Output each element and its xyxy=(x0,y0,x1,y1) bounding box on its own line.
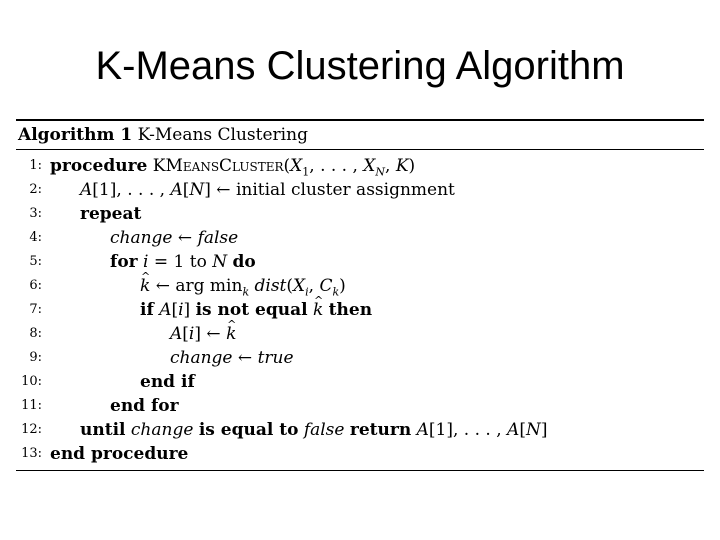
line-code: A[i] ← ^ k xyxy=(170,322,236,346)
algorithm-line-4 xyxy=(16,226,704,250)
line-number: 9: xyxy=(29,350,42,365)
line-number: 6: xyxy=(29,278,42,293)
algorithm-line-11 xyxy=(16,394,704,418)
line-number: 10: xyxy=(21,374,42,389)
algorithm-label: Algorithm 1 xyxy=(18,125,133,145)
algorithm-line-2 xyxy=(16,178,704,202)
algorithm-caption xyxy=(16,121,704,149)
line-number: 8: xyxy=(29,326,42,341)
line-number: 11: xyxy=(21,398,42,413)
line-number: 1: xyxy=(29,158,42,173)
algorithm-body xyxy=(16,150,704,470)
line-code: ^ k ← arg $\min_k$ $dist(X_i$, $C_k$) xyxy=(140,274,346,304)
algorithm-line-3 xyxy=(16,202,704,226)
line-number: 2: xyxy=(29,182,42,197)
line-code: end procedure xyxy=(50,444,189,464)
line-code: repeat xyxy=(80,204,142,224)
slide-title: K-Means Clustering Algorithm xyxy=(95,44,625,88)
line-number: 3: xyxy=(29,206,42,221)
line-number: 13: xyxy=(21,446,42,461)
algorithm-line-7 xyxy=(16,298,704,322)
algorithm-line-12 xyxy=(16,418,704,442)
line-number: 5: xyxy=(29,254,42,269)
bottom-rule xyxy=(16,470,704,471)
line-code: change ← false xyxy=(110,228,239,248)
line-number: 12: xyxy=(21,422,42,437)
algorithm-line-6 xyxy=(16,274,704,298)
line-code: if A[i] is not equal ^ k then xyxy=(140,298,372,322)
algorithm-name: K-Means Clustering xyxy=(137,125,308,145)
line-code: change ← true xyxy=(170,348,294,368)
line-code: until change is equal to false return A[1], . . . , A[N] xyxy=(80,420,548,440)
line-code: procedure $KMeansCluster(X_1$, . . . , $X_N$, K) xyxy=(50,156,416,179)
algorithm-line-8 xyxy=(16,322,704,346)
algorithm-line-5 xyxy=(16,250,704,274)
algorithm-line-9 xyxy=(16,346,704,370)
algorithm-line-10 xyxy=(16,370,704,394)
line-code: end for xyxy=(110,396,179,416)
line-number: 4: xyxy=(29,230,42,245)
line-number: 7: xyxy=(29,302,42,317)
algorithm-box xyxy=(16,119,704,471)
algorithm-line-1 xyxy=(16,154,704,178)
line-code: for i = 1 to N do xyxy=(110,252,256,272)
line-code: end if xyxy=(140,372,195,392)
line-code: A[1], . . . , A[N] ← initial cluster assignment xyxy=(80,180,455,200)
algorithm-line-13 xyxy=(16,442,704,466)
